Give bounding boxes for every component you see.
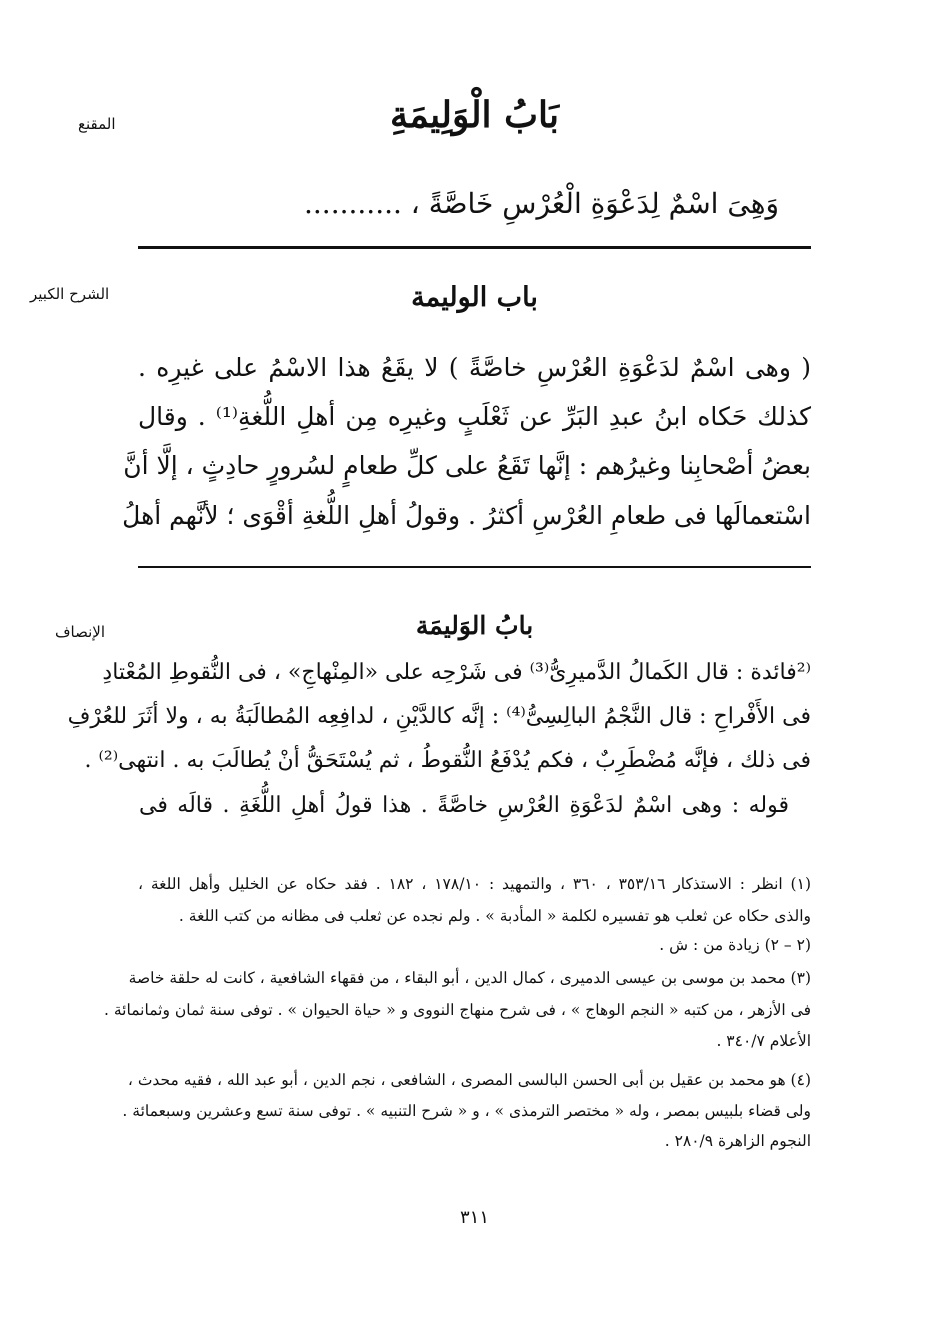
sharh-line-2: كذلك حَكاه ابنُ عبدِ البَرِّ عن ثَعْلَبٍ وغيرِه مِن أهلِ اللُّغةِ⁽¹⁾ . وقال	[138, 402, 811, 431]
insaf-line-2: فى الأَفْراحِ : قال النَّجْمُ البالِسِىُّ⁽⁴⁾ : إنَّه كالدَّيْنِ ، لدافِعِه المُطالَبَةُ به ، ولا أثَرَ للعُرْفِ	[67, 704, 811, 729]
insaf-line-4: قوله : وهى اسْمٌ لدَعْوَةِ العُرْسِ خاصَّةً . هذا قولُ أهلِ اللُّغَةِ . قالَه فى	[139, 793, 789, 818]
section-divider-thick	[138, 246, 811, 249]
side-label-insaf: الإنصاف	[55, 623, 106, 641]
insaf-line-1: ⁽²فائدة : قال الكَمالُ الدَّميرِىُّ⁽³⁾ فى شَرْحِه على «المِنْهاجِ» ، فى النُّقوطِ المُعْتادِ	[102, 660, 811, 685]
footnote-4-line-1: (٤) هو محمد بن عقيل بن أبى الحسن البالسى المصرى ، الشافعى ، نجم الدين ، أبو عبد الله ، فقيه محدث ،	[127, 1071, 811, 1089]
sharh-line-3: بعضُ أصْحابِنا وغيرُهم : إنَّها تَقَعُ على كلِّ طعامٍ لسُرورٍ حادِثٍ ، إلَّا أنَّ	[123, 451, 811, 480]
footnote-3-line-1: (٣) محمد بن موسى بن عيسى الدميرى ، كمال الدين ، أبو البقاء ، من فقهاء الشافعية ، كانت له حلقة خاصة	[128, 969, 811, 987]
insaf-title: بابُ الوَليمَة	[415, 611, 534, 640]
footnote-1-line-1: (١) انظر : الاستذكار ٣٥٣/١٦ ، ٣٦٠ ، والتمهيد : ١٧٨/١٠ ، ١٨٢ . فقد حكاه عن الخليل وأهل اللغة ،	[138, 875, 811, 893]
side-label-muqni: المقنع	[78, 115, 116, 133]
page-number: ٣١١	[459, 1207, 489, 1228]
footnote-3-line-2: فى الأزهر ، من كتبه « النجم الوهاج » ، فى شرح منهاج النووى و « حياة الحيوان » . توفى سنة ثمان وثمانمائة .	[104, 1001, 811, 1019]
footnote-3-line-3: الأعلام ٣٤٠/٧ .	[716, 1032, 811, 1050]
muqni-title: بَابُ الْوَلِيمَةِ	[390, 94, 559, 136]
sharh-line-1: ( وهى اسْمٌ لدَعْوَةِ العُرْسِ خاصَّةً ) لا يقَعُ هذا الاسْمُ على غيرِه .	[138, 353, 811, 382]
footnote-2: (٢ – ٢) زيادة من : ش .	[659, 936, 811, 954]
insaf-line-3: فى ذلك ، فإنَّه مُضْطَرِبٌ ، فكم يُدْفَعُ النُّقوطُ ، ثم يُسْتَحَقُّ أنْ يُطالَبَ به . انتهى⁽²⁾ .	[84, 748, 811, 773]
muqni-text: وَهِىَ اسْمٌ لِدَعْوَةِ الْعُرْسِ خَاصَّةً ، ...........	[304, 187, 779, 220]
side-label-sharh-kabir: الشرح الكبير	[30, 285, 110, 303]
footnote-4-line-3: النجوم الزاهرة ٢٨٠/٩ .	[664, 1132, 811, 1150]
sharh-line-4: اسْتعمالَها فى طعامِ العُرْسِ أكثرُ . وقولُ أهلِ اللُّغةِ أقْوَى ؛ لأنَّهم أهلُ	[122, 501, 811, 530]
footnote-1-line-2: والذى حكاه عن ثعلب هو تفسيره لكلمة « المأدبة » . ولم نجده عن ثعلب فى مظانه من كتب اللغة .	[178, 907, 811, 925]
footnote-4-line-2: ولى قضاء بلبيس بمصر ، وله « مختصر الترمذى » ، و « شرح التنبيه » . توفى سنة تسع وعشرين وسبعمائة .	[122, 1102, 811, 1120]
section-divider-thin	[138, 566, 811, 568]
sharh-title: باب الوليمة	[411, 282, 538, 313]
